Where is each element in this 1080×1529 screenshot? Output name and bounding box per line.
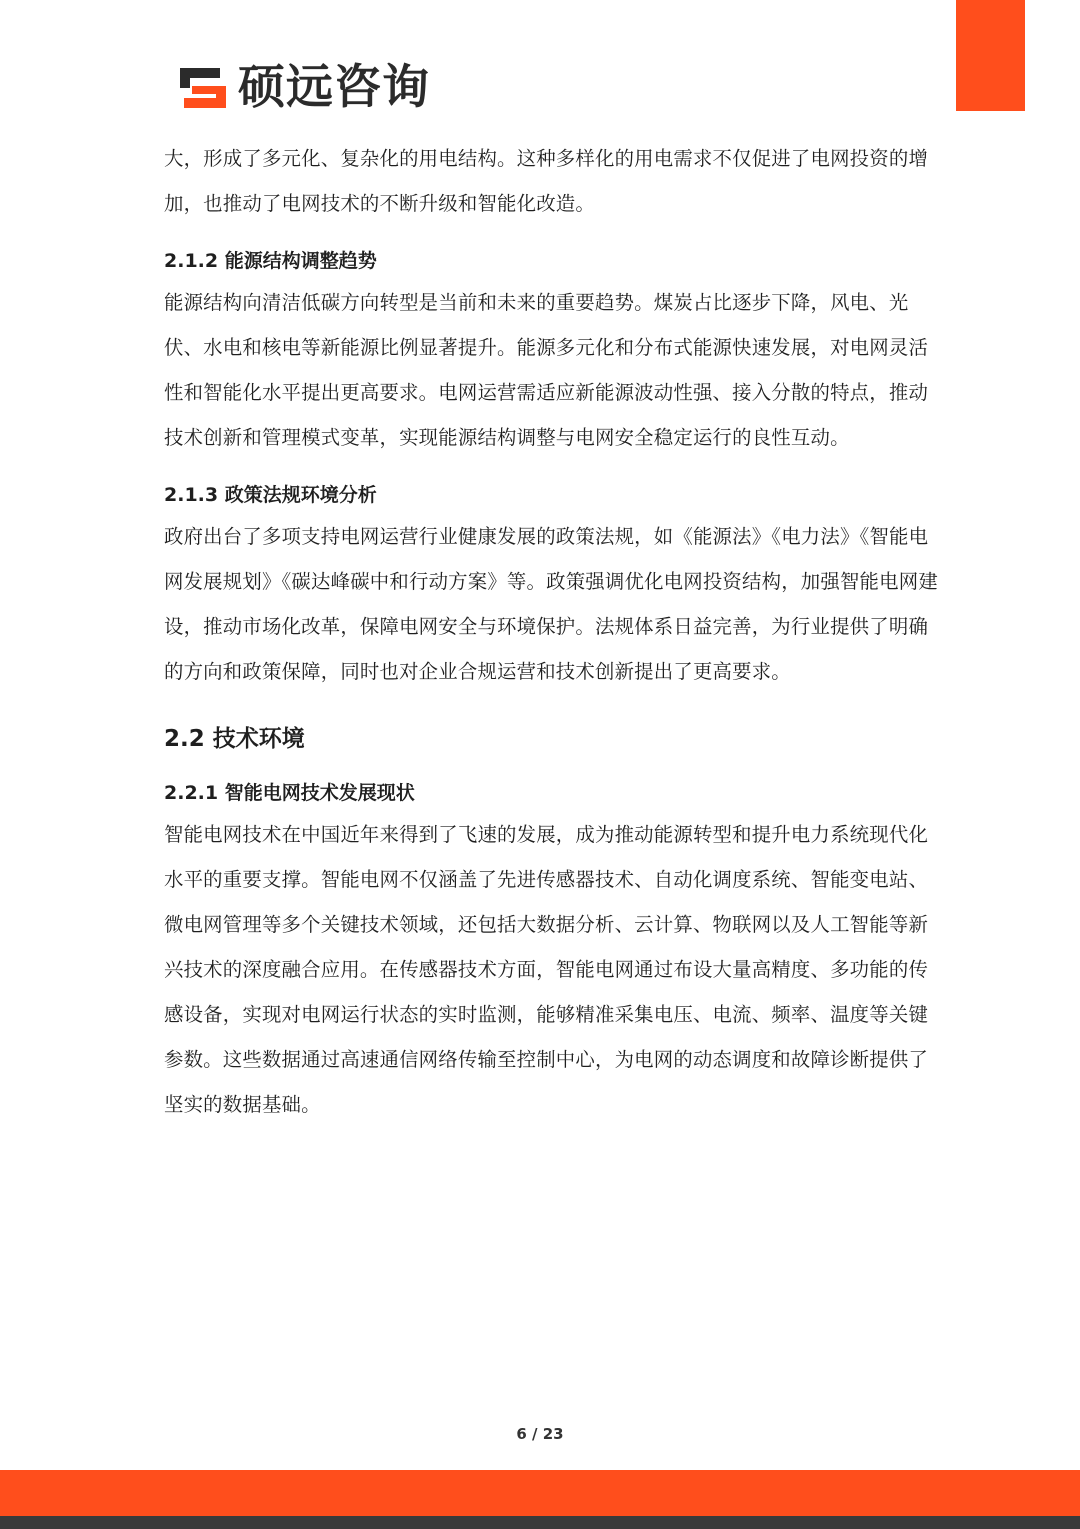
page-number: 6 / 23: [516, 1425, 564, 1443]
paragraph-2-1-2: 能源结构向清洁低碳方向转型是当前和未来的重要趋势。煤炭占比逐步下降，风电、光伏、水电和核电等新能源比例显著提升。能源多元化和分布式能源快速发展，对电网灵活性和智能化水平提出更高要求。电网运营需适应新能源波动性强、接入分散的特点，推动技术创新和管理模式变革，实现能源结构调整与电网安全稳定运行的良性互动。: [164, 291, 929, 449]
brand-name: 硕远咨询: [238, 60, 430, 115]
header-corner-tab: [956, 0, 1025, 111]
heading-2-2-1: 2.2.1 智能电网技术发展现状: [164, 782, 415, 804]
footer-accent-band: [0, 1470, 1080, 1516]
heading-2-1-2: 2.1.2 能源结构调整趋势: [164, 250, 377, 272]
heading-2-1-3: 2.1.3 政策法规环境分析: [164, 484, 377, 506]
brand-s-mark-icon: [176, 64, 230, 112]
paragraph-2-1-3: 政府出台了多项支持电网运营行业健康发展的政策法规，如《能源法》《电力法》《智能电网发展规划》《碳达峰碳中和行动方案》等。政策强调优化电网投资结构，加强智能电网建设，推动市场化改革，保障电网安全与环境保护。法规体系日益完善，为行业提供了明确的方向和政策保障，同时也对企业合规运营和技术创新提出了更高要求。: [164, 525, 938, 683]
paragraph-intro: 大，形成了多元化、复杂化的用电结构。这种多样化的用电需求不仅促进了电网投资的增加，也推动了电网技术的不断升级和智能化改造。: [164, 147, 929, 215]
document-body: [164, 136, 944, 1127]
heading-2-2: 2.2 技术环境: [164, 726, 305, 752]
footer-dark-strip: [0, 1516, 1080, 1529]
paragraph-2-2-1: 智能电网技术在中国近年来得到了飞速的发展，成为推动能源转型和提升电力系统现代化水平的重要支撑。智能电网不仅涵盖了先进传感器技术、自动化调度系统、智能变电站、微电网管理等多个关键技术领域，还包括大数据分析、云计算、物联网以及人工智能等新兴技术的深度融合应用。在传感器技术方面，智能电网通过布设大量高精度、多功能的传感设备，实现对电网运行状态的实时监测，能够精准采集电压、电流、频率、温度等关键参数。这些数据通过高速通信网络传输至控制中心，为电网的动态调度和故障诊断提供了坚实的数据基础。: [164, 823, 929, 1116]
brand-logo: [176, 60, 430, 116]
